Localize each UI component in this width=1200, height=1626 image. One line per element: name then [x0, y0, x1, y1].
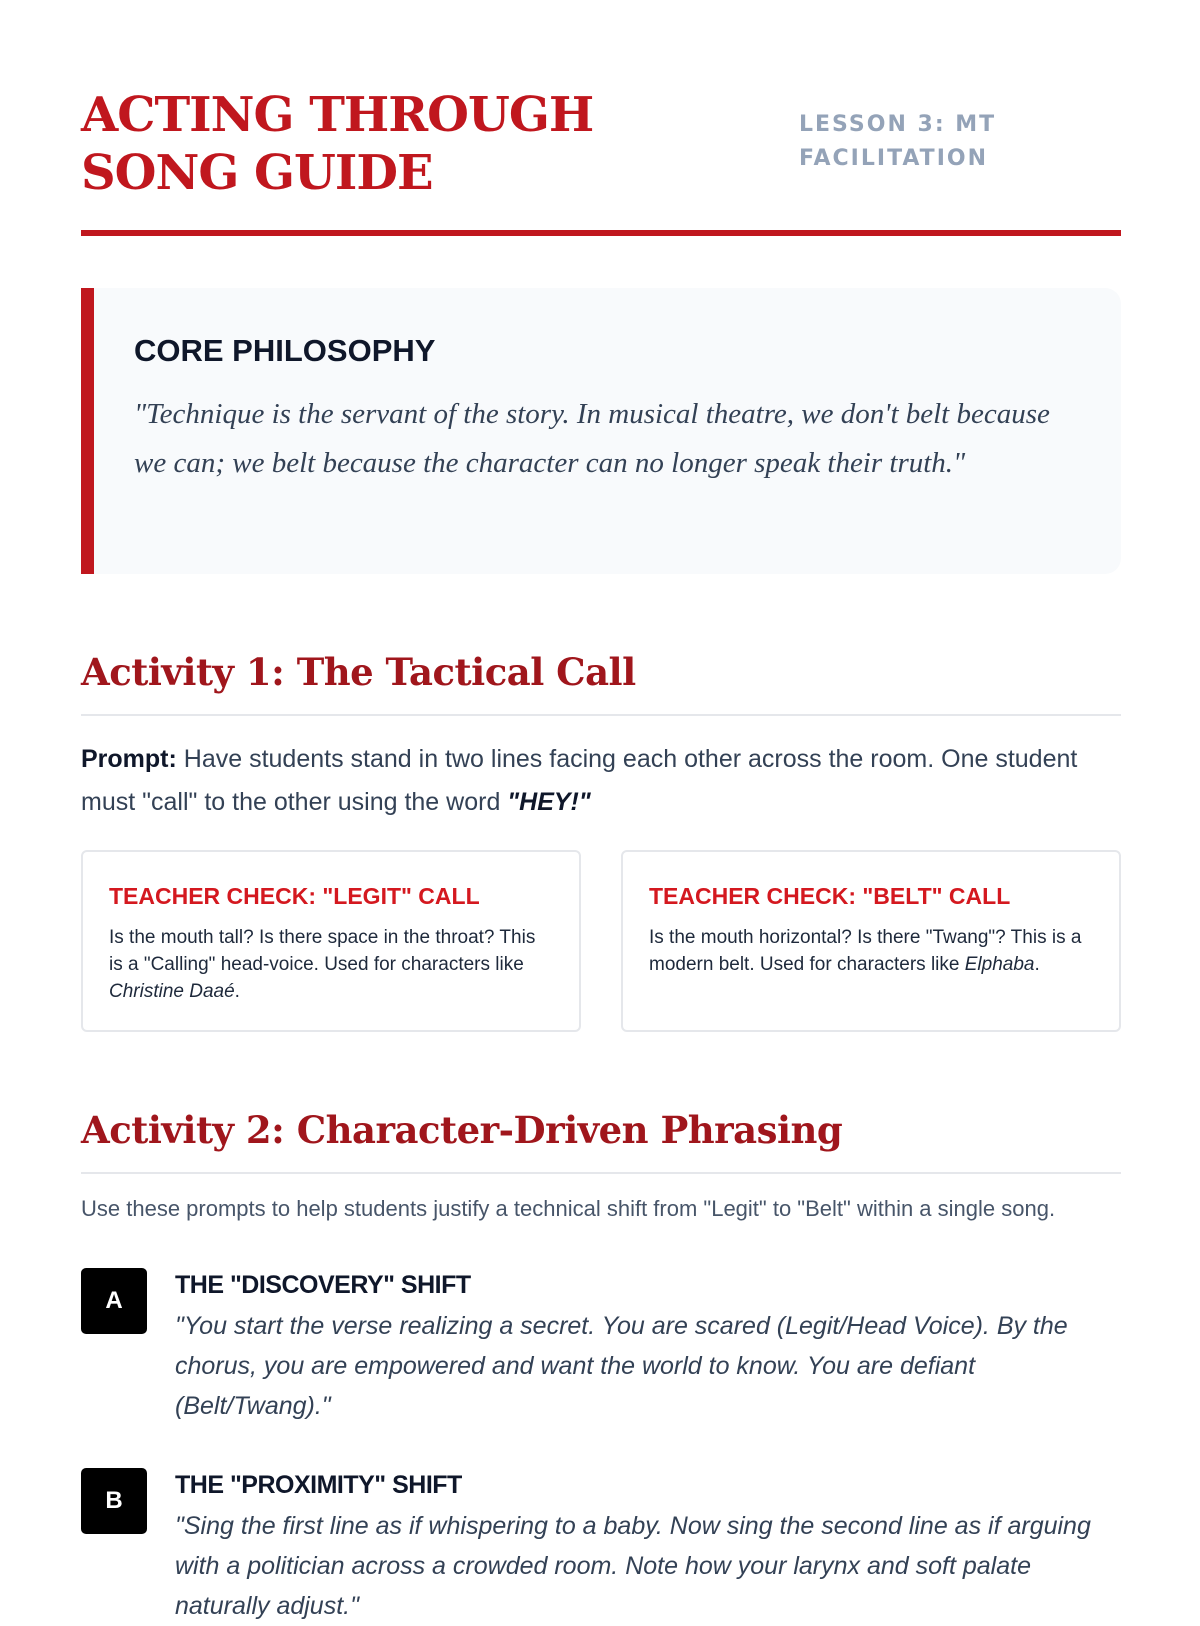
prompt-text: Have students stand in two lines facing each other across the room. One student must "call" to the other using the word: [81, 745, 1078, 816]
shift-content: [175, 1468, 1121, 1626]
prompt-word: "HEY!": [507, 788, 591, 816]
shift-badge: B: [81, 1468, 147, 1534]
lesson-label: LESSON 3: MT FACILITATION: [799, 112, 997, 171]
activity-2-intro: Use these prompts to help students justify a technical shift from "Legit" to "Belt" within a single song.: [81, 1196, 1056, 1221]
card-text-end: .: [1034, 954, 1040, 975]
card-body: [109, 924, 553, 1005]
character-example: Elphaba: [964, 954, 1035, 975]
activity-1-title: Activity 1: The Tactical Call: [81, 648, 1121, 716]
legit-call-card: [81, 850, 581, 1032]
belt-call-card: [621, 850, 1121, 1032]
core-philosophy-box: [81, 288, 1121, 574]
prompt-label: Prompt:: [81, 745, 177, 773]
card-title: TEACHER CHECK: "BELT" CALL: [649, 883, 1011, 909]
shift-quote: "Sing the first line as if whispering to a baby. Now sing the second line as if arguing with a politician across a crowded room. Note how your larynx and soft palate naturally adjust.": [175, 1512, 1091, 1620]
shift-title: THE "PROXIMITY" SHIFT: [175, 1471, 462, 1499]
card-text: Is the mouth horizontal? Is there "Twang"? This is a modern belt. Used for characters like: [649, 927, 1082, 975]
shift-badge: A: [81, 1268, 147, 1334]
philosophy-quote: "Technique is the servant of the story. In musical theatre, we don't belt because we can; we belt because the character can no longer speak their truth.": [134, 398, 1050, 479]
philosophy-heading: CORE PHILOSOPHY: [134, 333, 436, 368]
shift-content: [175, 1268, 1121, 1426]
page-header: [81, 86, 1121, 236]
card-text-end: .: [234, 981, 240, 1002]
character-example: Christine Daaé: [109, 981, 235, 1002]
card-title: TEACHER CHECK: "LEGIT" CALL: [109, 883, 480, 909]
activity-2-title: Activity 2: Character-Driven Phrasing: [81, 1106, 1121, 1174]
card-text: Is the mouth tall? Is there space in the throat? This is a "Calling" head-voice. Used for characters like: [109, 927, 536, 975]
shift-title: THE "DISCOVERY" SHIFT: [175, 1271, 471, 1299]
activity-1-prompt: [81, 738, 1121, 824]
page-title: ACTING THROUGH SONG GUIDE: [81, 87, 594, 201]
shift-quote: "You start the verse realizing a secret. You are scared (Legit/Head Voice). By the chorus, you are empowered and want the world to know. You are defiant (Belt/Twang).": [175, 1312, 1068, 1420]
card-body: [649, 924, 1093, 978]
